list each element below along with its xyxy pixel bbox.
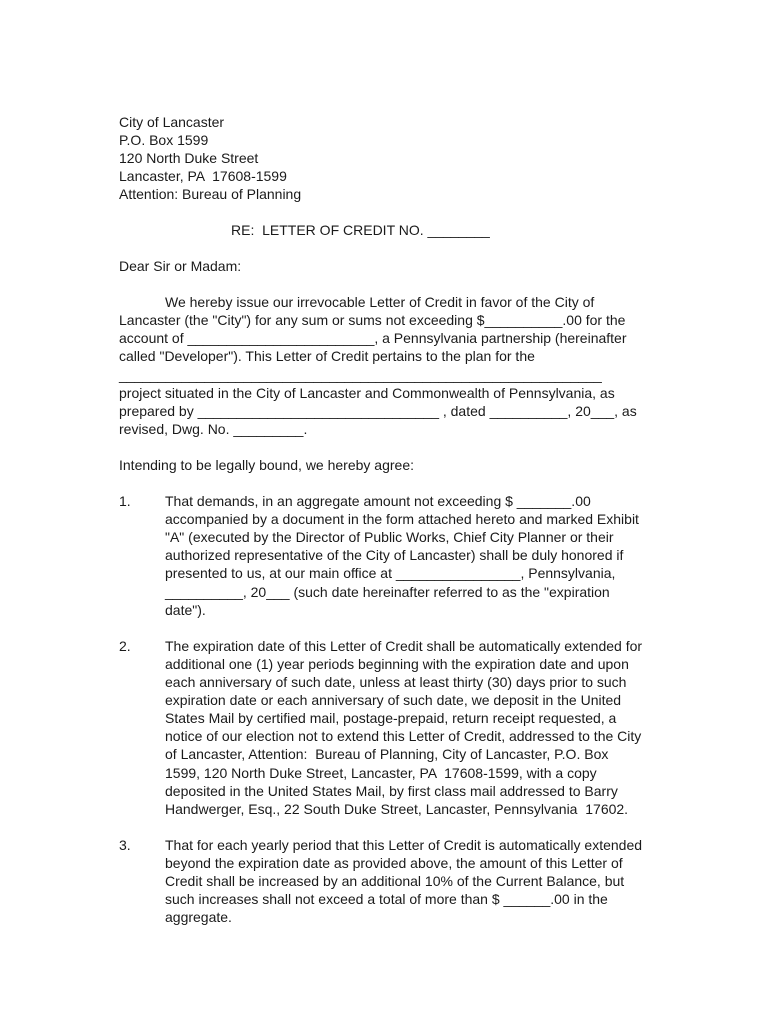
- item-number: 1.: [119, 493, 131, 509]
- paragraph-line: Lancaster (the "City") for any sum or sums not exceeding $__________.00 for the: [119, 312, 626, 328]
- item-line: each anniversary of such date, unless at least thirty (30) days prior to such: [165, 674, 627, 690]
- item-line: That for each yearly period that this Letter of Credit is automatically extended: [165, 837, 643, 853]
- item-number: 3.: [119, 837, 131, 853]
- paragraph-line: We hereby issue our irrevocable Letter of Credit in favor of the City of: [165, 294, 595, 310]
- paragraph-line: project situated in the City of Lancaster and Commonwealth of Pennsylvania, as: [119, 385, 615, 401]
- item-line: beyond the expiration date as provided above, the amount of this Letter of: [165, 855, 623, 871]
- item-line: accompanied by a document in the form attached hereto and marked Exhibit: [165, 511, 639, 527]
- item-line: date").: [165, 602, 206, 618]
- item-line: presented to us, at our main office at ________________, Pennsylvania,: [165, 565, 616, 581]
- paragraph-line: prepared by _______________________________ , dated __________, 20___, as: [119, 403, 637, 419]
- re-line: RE: LETTER OF CREDIT NO. ________: [231, 222, 490, 238]
- item-line: additional one (1) year periods beginning with the expiration date and upon: [165, 656, 629, 672]
- item-line: That demands, in an aggregate amount not exceeding $ _______.00: [165, 493, 591, 509]
- agreement-intro: Intending to be legally bound, we hereby agree:: [119, 457, 414, 473]
- item-line: authorized representative of the City of Lancaster) shall be duly honored if: [165, 547, 624, 563]
- item-line: States Mail by certified mail, postage-prepaid, return receipt requested, a: [165, 710, 617, 726]
- item-line: Handwerger, Esq., 22 South Duke Street, Lancaster, Pennsylvania 17602.: [165, 801, 629, 817]
- paragraph-line: account of ________________________, a Pennsylvania partnership (hereinafter: [119, 330, 627, 346]
- address-line-2: P.O. Box 1599: [119, 132, 209, 148]
- address-line-3: 120 North Duke Street: [119, 150, 259, 166]
- item-line: The expiration date of this Letter of Credit shall be automatically extended for: [165, 638, 643, 654]
- item-line: 1599, 120 North Duke Street, Lancaster, PA 17608-1599, with a copy: [165, 765, 597, 781]
- item-line: "A" (executed by the Director of Public Works, Chief City Planner or their: [165, 529, 614, 545]
- paragraph-line: revised, Dwg. No. _________.: [119, 421, 308, 437]
- item-line: of Lancaster, Attention: Bureau of Planning, City of Lancaster, P.O. Box: [165, 746, 609, 762]
- address-line-5: Attention: Bureau of Planning: [119, 186, 302, 202]
- address-line-4: Lancaster, PA 17608-1599: [119, 168, 287, 184]
- salutation: Dear Sir or Madam:: [119, 258, 242, 274]
- address-line-1: City of Lancaster: [119, 114, 225, 130]
- item-line: deposited in the United States Mail, by first class mail addressed to Barry: [165, 783, 618, 799]
- paragraph-line: called "Developer"). This Letter of Credit pertains to the plan for the: [119, 348, 535, 364]
- item-line: notice of our election not to extend this Letter of Credit, addressed to the City: [165, 728, 642, 744]
- item-number: 2.: [119, 638, 131, 654]
- item-line: __________, 20___ (such date hereinafter referred to as the "expiration: [165, 584, 610, 600]
- paragraph-line: ______________________________________________________________: [119, 367, 602, 383]
- item-line: expiration date or each anniversary of such date, we deposit in the United: [165, 692, 622, 708]
- item-line: Credit shall be increased by an additional 10% of the Current Balance, but: [165, 873, 625, 889]
- item-line: aggregate.: [165, 909, 232, 925]
- item-line: such increases shall not exceed a total of more than $ ______.00 in the: [165, 891, 608, 907]
